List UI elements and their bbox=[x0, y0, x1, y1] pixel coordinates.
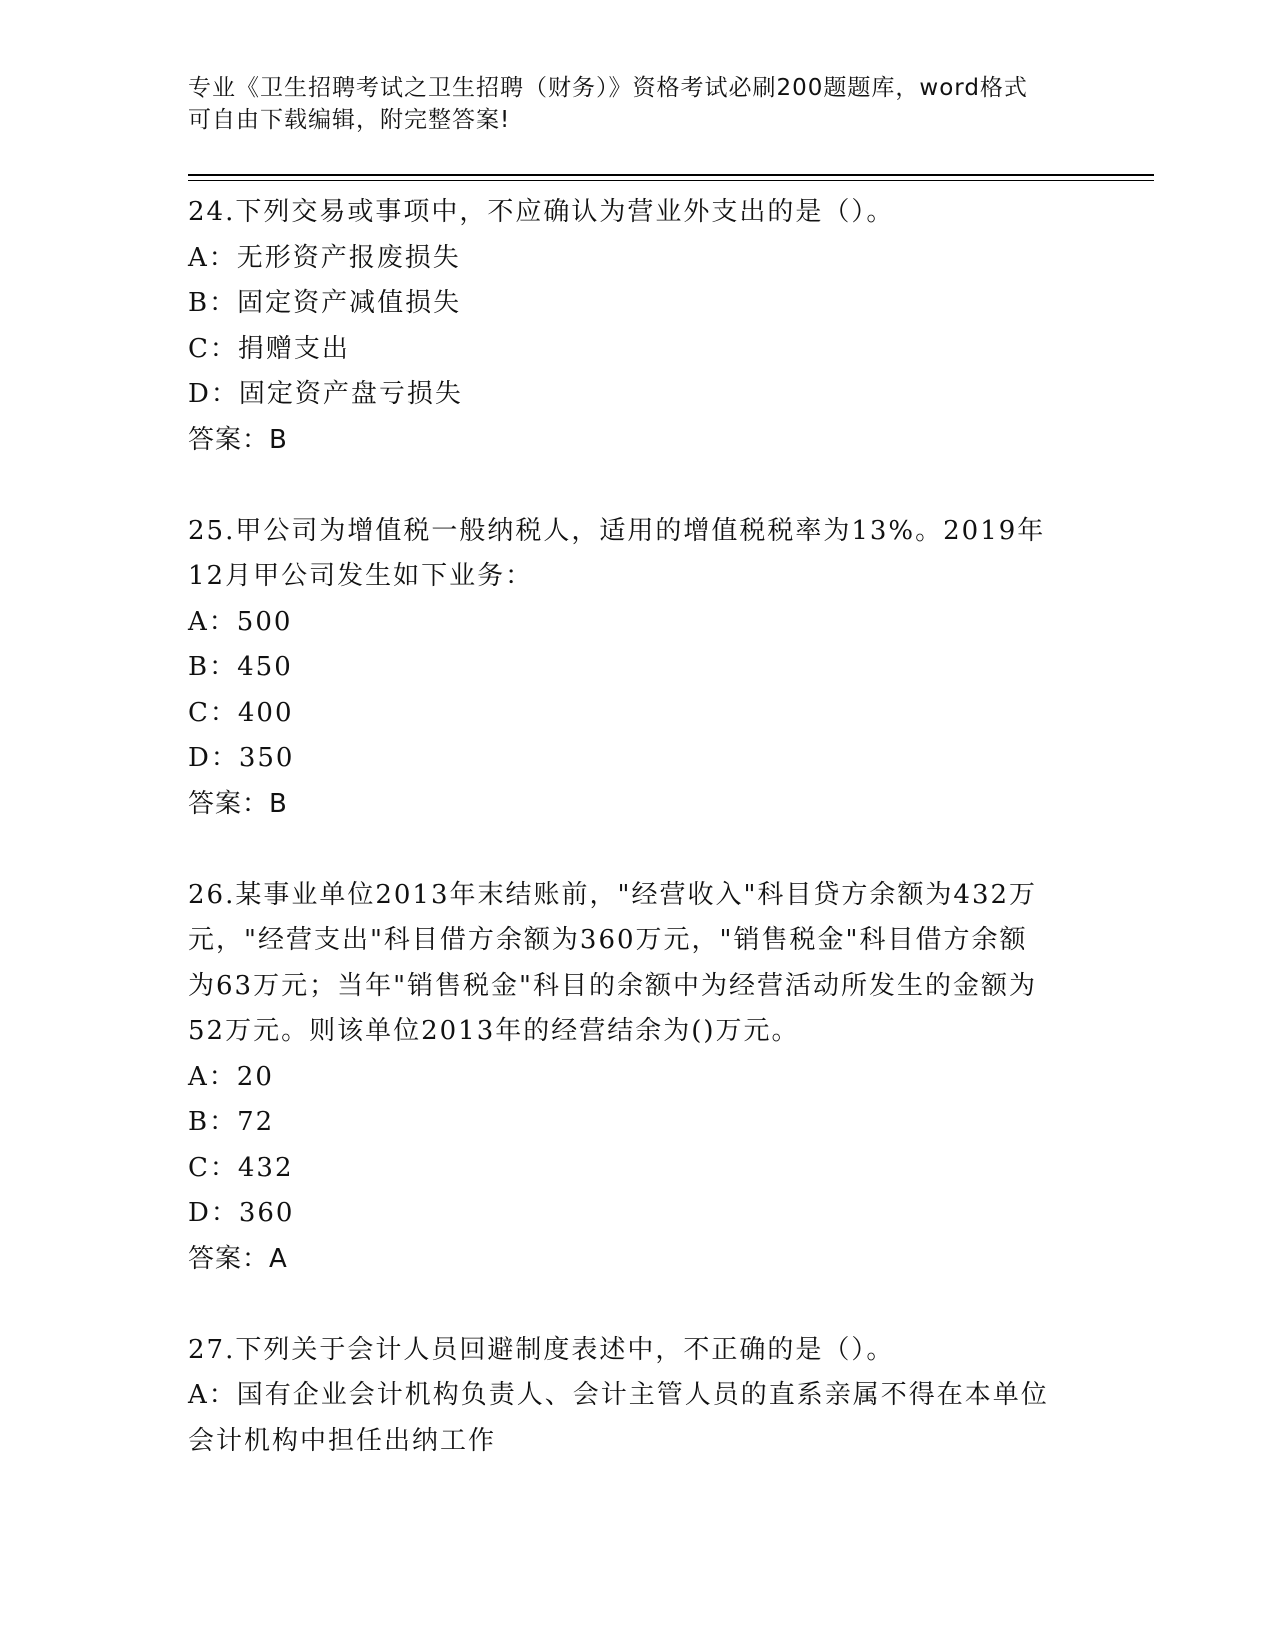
question-24 bbox=[188, 190, 1088, 463]
spacer bbox=[188, 463, 1088, 509]
answer: 答案：B bbox=[188, 788, 288, 819]
option-c: C：432 bbox=[188, 1152, 294, 1183]
question-stem: 27.下列关于会计人员回避制度表述中，不正确的是（）。 bbox=[188, 1334, 895, 1365]
option-d: D：360 bbox=[188, 1198, 295, 1228]
question-25 bbox=[188, 509, 1088, 828]
header-line-1: 专业《卫生招聘考试之卫生招聘（财务）》资格考试必刷200题题库，word格式 bbox=[188, 75, 1028, 101]
question-26 bbox=[188, 873, 1088, 1283]
option-a: A：无形资产报废损失 bbox=[188, 242, 461, 273]
option-a: A：500 bbox=[188, 606, 293, 637]
question-stem: 52万元。则该单位2013年的经营结余为()万元。 bbox=[188, 1016, 800, 1046]
document-header bbox=[188, 72, 1088, 136]
option-b: B：450 bbox=[188, 652, 293, 682]
option-c: C：400 bbox=[188, 697, 294, 728]
option-a: A：国有企业会计机构负责人、会计主管人员的直系亲属不得在本单位 bbox=[188, 1380, 1049, 1410]
question-stem: 25.甲公司为增值税一般纳税人，适用的增值税税率为13%。2019年 bbox=[188, 515, 1046, 546]
option-b: B：72 bbox=[188, 1107, 275, 1137]
question-stem: 为63万元；当年"销售税金"科目的余额中为经营活动所发生的金额为 bbox=[188, 970, 1038, 1001]
question-stem: 12月甲公司发生如下业务： bbox=[188, 561, 534, 591]
answer: 答案：A bbox=[188, 1243, 288, 1274]
header-line-2: 可自由下载编辑，附完整答案! bbox=[188, 107, 511, 133]
question-27 bbox=[188, 1328, 1088, 1465]
header-divider-thin bbox=[188, 180, 1154, 181]
question-stem: 元，"经营支出"科目借方余额为360万元，"销售税金"科目借方余额 bbox=[188, 925, 1028, 955]
answer: 答案：B bbox=[188, 424, 288, 455]
option-a: A：20 bbox=[188, 1061, 274, 1092]
option-a-continued: 会计机构中担任出纳工作 bbox=[188, 1425, 497, 1456]
question-stem: 26.某事业单位2013年末结账前，"经营收入"科目贷方余额为432万 bbox=[188, 879, 1038, 910]
spacer bbox=[188, 827, 1088, 873]
question-stem: 24.下列交易或事项中，不应确认为营业外支出的是（）。 bbox=[188, 197, 895, 227]
option-d: D：350 bbox=[188, 743, 295, 773]
question-list bbox=[188, 190, 1088, 1464]
spacer bbox=[188, 1282, 1088, 1328]
option-d: D：固定资产盘亏损失 bbox=[188, 379, 463, 409]
option-b: B：固定资产减值损失 bbox=[188, 288, 462, 318]
header-divider-thick bbox=[188, 174, 1154, 176]
option-c: C：捐赠支出 bbox=[188, 333, 350, 364]
